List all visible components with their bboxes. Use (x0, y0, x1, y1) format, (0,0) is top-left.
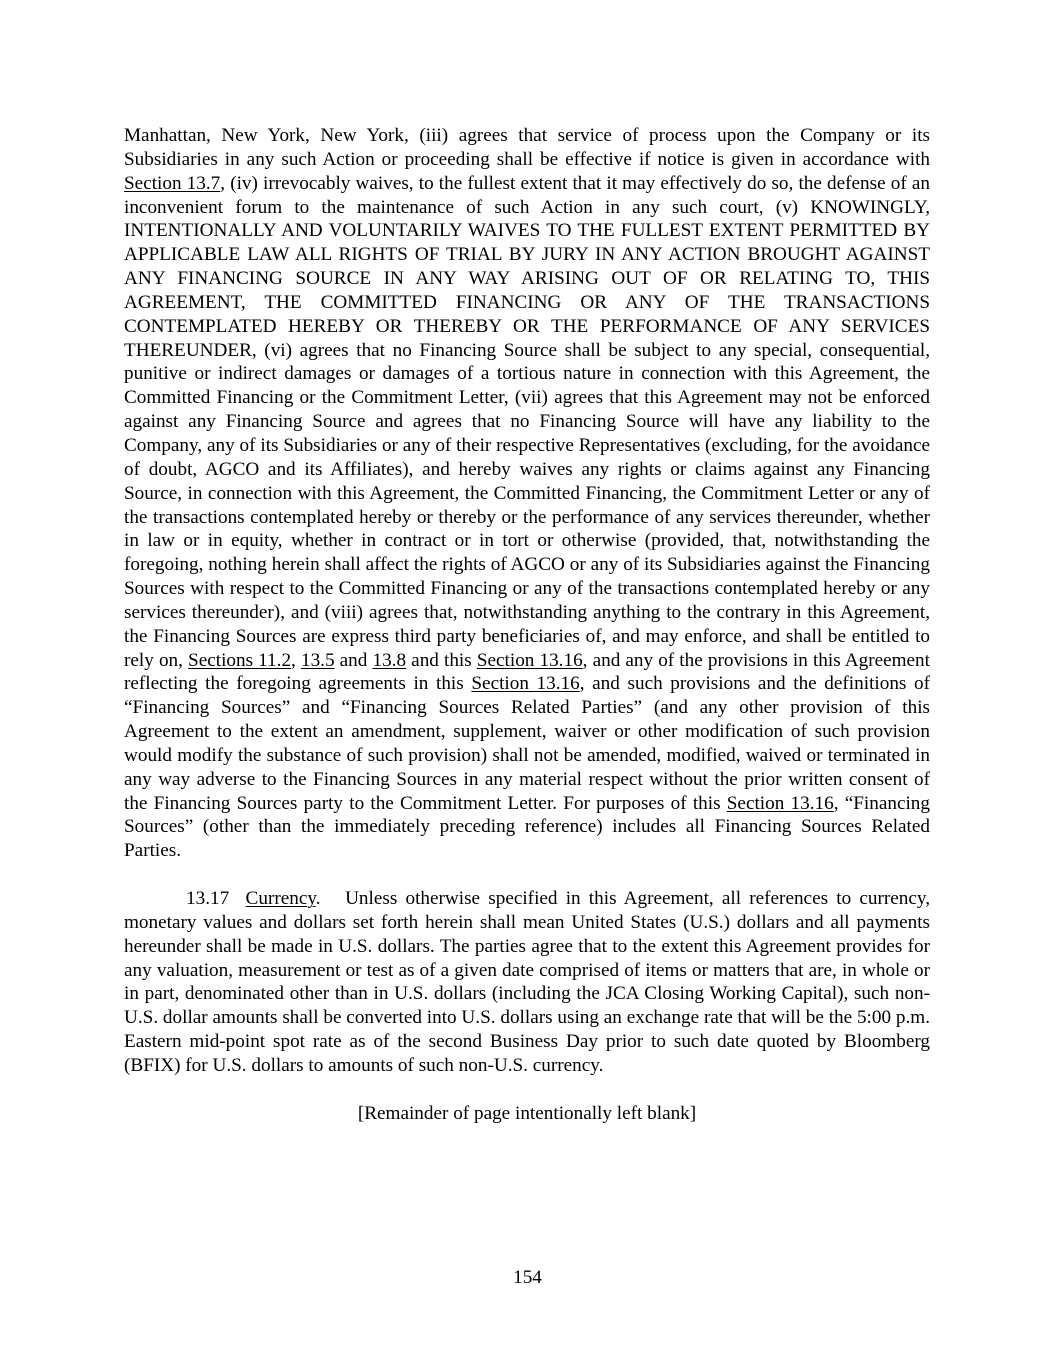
paragraph-financing-sources (124, 124, 930, 863)
section-number: 13.17 (186, 888, 230, 909)
section-body: Unless otherwise specified in this Agreement, all references to currency, monetary values and dollars set forth herein shall mean United States (U.S.) dollars and all payments hereunder shall be made in U.S. dollars. The parties agree that to the extent this Agreement provides for any valuation, measurement or test as of a given date comprised of items or matters that are, in whole or in part, denominated other than in U.S. dollars (including the JCA Closing Working Capital), such non-U.S. dollar amounts shall be converted into U.S. dollars using an exchange rate that will be the 5:00 p.m. Eastern mid-point spot rate as of the second Business Day prior to such date quoted by Bloomberg (BFIX) for U.S. dollars to amounts of such non-U.S. currency. (124, 888, 931, 1076)
section-reference-11-2: Sections 11.2 (188, 649, 292, 671)
section-heading: Currency (245, 888, 316, 909)
page-number: 154 (513, 1267, 542, 1288)
para-text: , (iv) irrevocably waives, to the fullest extent that it may effectively do so, the defense of an inconvenient forum to the maintenance of such Action in any such court, (v) KNOWINGLY, INTENTIONALLY AND VOLUNTARILY WAIVES TO THE FULLEST EXTENT PERMITTED BY APPLICABLE LAW ALL RIGHTS OF TRIAL BY JURY IN ANY ACTION BROUGHT AGAINST ANY FINANCING SOURCE IN ANY WAY ARISING OUT OF OR RELATING TO, THIS AGREEMENT, THE COMMITTED FINANCING OR ANY OF THE TRANSACTIONS CONTEMPLATED HEREBY OR THEREBY OR THE PERFORMANCE OF ANY SERVICES THEREUNDER, (vi) agrees that no Financing Source shall be subject to any special, consequential, punitive or indirect damages or damages of a tortious nature in connection with this Agreement, the Committed Financing or the Commitment Letter, (vii) agrees that this Agreement may not be enforced against any Financing Source and agrees that no Financing Source will have any liability to the Company, any of its Subsidiaries or any of their respective Representatives (excluding, for the avoidance of doubt, AGCO and its Affiliates), and hereby waives any rights or claims against any Financing Source, in connection with this Agreement, the Committed Financing, the Commitment Letter or any of the transactions contemplated hereby or thereby or the performance of any services thereunder, whether in law or in equity, whether in contract or in tort or otherwise (provided, that, notwithstanding the foregoing, nothing herein shall affect the rights of AGCO or any of its Subsidiaries against the Financing Sources with respect to the Committed Financing or any of the transactions contemplated hereby or any services thereunder), and (viii) agrees that, notwithstanding anything to the contrary in this Agreement, the Financing Sources are express third party beneficiaries of, and may enforce, and shall be entitled to rely on, (124, 172, 930, 671)
document-page (124, 124, 930, 1125)
para-text: , (291, 649, 301, 671)
section-reference-13-16: Section 13.16 (471, 673, 580, 695)
para-text: , “Financing Sources” (other than the immediately preceding reference) includes all Financing Sources Related Parties. (124, 792, 930, 862)
section-reference-13-7: Section 13.7 (124, 172, 221, 194)
section-reference-13-8: 13.8 (372, 649, 407, 671)
section-13-17-paragraph (124, 887, 930, 1078)
section-reference-13-16: Section 13.16 (726, 792, 834, 814)
remainder-note: [Remainder of page intentionally left blank] (357, 1102, 697, 1124)
para-text: , and any of the provisions in this Agreement reflecting the foregoing agreements in this (124, 649, 930, 695)
section-heading-period: . (315, 888, 321, 909)
para-text: , and such provisions and the definitions of “Financing Sources” and “Financing Sources Related Parties” (and any other provision of this Agreement to the extent an amendment, supplement, waiver or other modification of such provision would modify the substance of such provision) shall not be amended, modified, waived or terminated in any way adverse to the Financing Sources in any material respect without the prior written consent of the Financing Sources party to the Commitment Letter. For purposes of this (124, 673, 930, 814)
para-text: and (334, 649, 373, 671)
para-text: and this (406, 649, 477, 671)
section-reference-13-16: Section 13.16 (476, 649, 583, 671)
section-reference-13-5: 13.5 (300, 649, 335, 671)
para-text: Manhattan, New York, New York, (iii) agrees that service of process upon the Company or its Subsidiaries in any such Action or proceeding shall be effective if notice is given in accordance with (124, 125, 930, 170)
